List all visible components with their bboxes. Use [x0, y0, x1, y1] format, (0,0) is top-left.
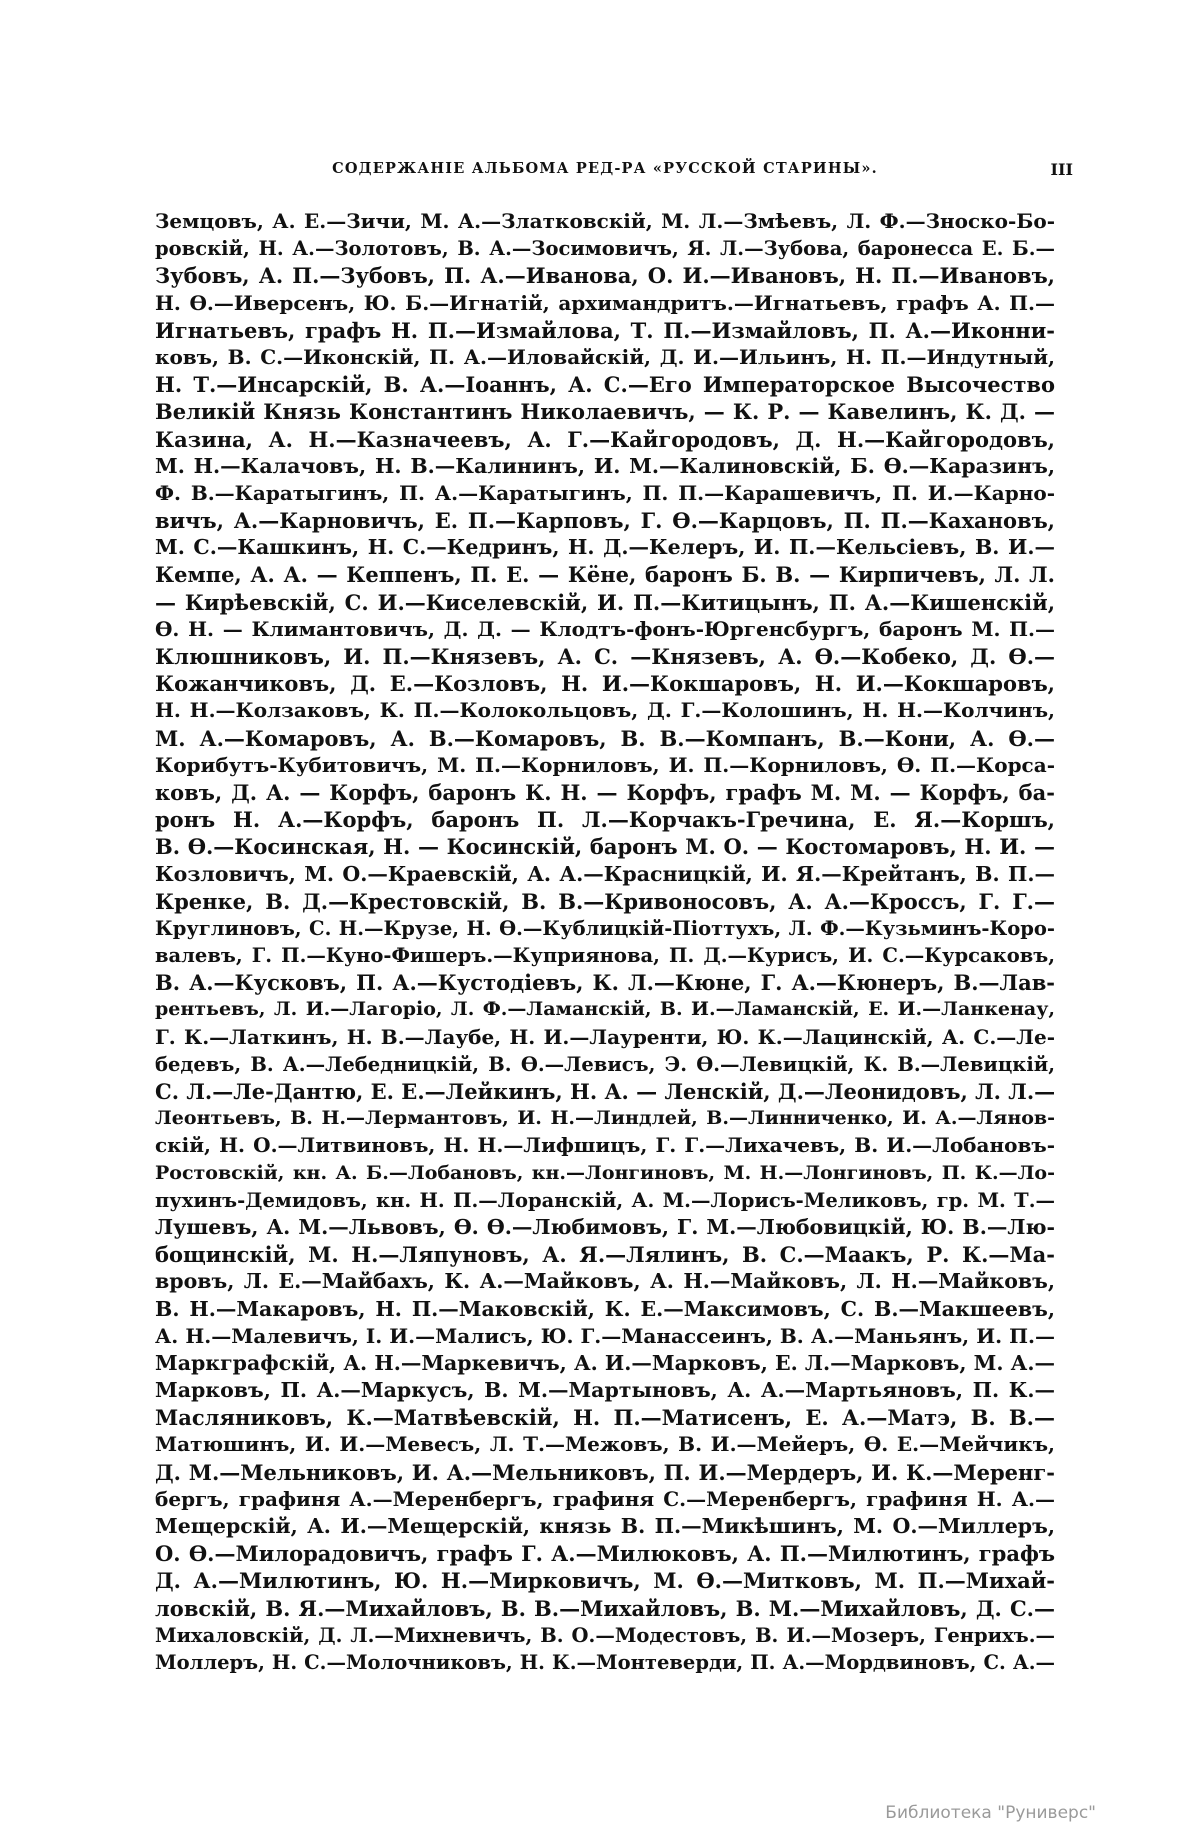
running-title: СОДЕРЖАНІЕ АЛЬБОМА РЕД-РА «РУССКОЙ СТАРИНЫ».: [332, 160, 878, 177]
text-line: вровъ, Л. Е.—Майбахъ, К. А.—Майковъ, А. Н.—Майковъ, Л. Н.—Майковъ,: [155, 1269, 1055, 1294]
text-line: Н. Н.—Колзаковъ, К. П.—Колокольцовъ, Д. Г.—Колошинъ, Н. Н.—Колчинъ,: [155, 698, 1055, 723]
text-line: Игнатьевъ, графъ Н. П.—Измайлова, Т. П.—Измайловъ, П. А.—Иконни-: [155, 317, 1055, 343]
library-watermark: Библиотека "Руниверс": [885, 1803, 1096, 1823]
text-line: Кожанчиковъ, Д. Е.—Козловъ, Н. И.—Кокшаровъ, Н. И.—Кокшаровъ,: [155, 671, 1055, 697]
text-line: Корибутъ-Кубитовичъ, М. П.—Корниловъ, И. П.—Корниловъ, Ѳ. П.—Корса-: [155, 752, 1055, 777]
text-line: валевъ, Г. П.—Куно-Фишеръ.—Куприянова, П. Д.—Курисъ, И. С.—Курсаковъ,: [155, 944, 1055, 968]
text-line: Круглиновъ, С. Н.—Крузе, Н. Ѳ.—Кублицкій-Піоттухъ, Л. Ф.—Кузьминъ-Коро-: [155, 916, 1055, 940]
text-line: Великій Князь Константинъ Николаевичъ, — К. Р. — Кавелинъ, К. Д. —: [155, 399, 1055, 425]
text-line: бощинскій, М. Н.—Ляпуновъ, А. Я.—Лялинъ, В. С.—Маакъ, Р. К.—Ма-: [155, 1242, 1055, 1268]
text-line: Леонтьевъ, В. Н.—Лермантовъ, И. Н.—Линдлей, В.—Линниченко, И. А.—Лянов-: [155, 1107, 1055, 1130]
text-line: — Кирѣевскій, С. И.—Киселевскій, И. П.—Китицынъ, П. А.—Кишенскій,: [155, 589, 1055, 615]
text-line: Ѳ. Н. — Климантовичъ, Д. Д. — Клодтъ-фонъ-Юргенсбургъ, баронъ М. П.—: [155, 616, 1055, 641]
text-line: ковъ, Д. А. — Корфъ, баронъ К. Н. — Корфъ, графъ М. М. — Корфъ, ба-: [155, 779, 1055, 805]
text-line: Д. А.—Милютинъ, Ю. Н.—Мирковичъ, М. Ѳ.—Митковъ, М. П.—Михай-: [155, 1568, 1055, 1594]
text-line: Козловичъ, М. О.—Краевскій, А. А.—Красницкій, И. Я.—Крейтанъ, В. П.—: [155, 861, 1055, 886]
text-line: Клюшниковъ, И. П.—Князевъ, А. С. —Князевъ, А. Ѳ.—Кобеко, Д. Ѳ.—: [155, 644, 1055, 669]
text-line: Ф. В.—Каратыгинъ, П. А.—Каратыгинъ, П. П.—Карашевичъ, П. И.—Карно-: [155, 480, 1055, 505]
text-line: Г. К.—Латкинъ, Н. В.—Лаубе, Н. И.—Лауренти, Ю. К.—Лацинскій, А. С.—Ле-: [155, 1024, 1055, 1049]
text-line: Земцовъ, А. Е.—Зичи, М. А.—Златковскій, М. Л.—Змѣевъ, Л. Ф.—Зноско-Бо-: [155, 209, 1055, 233]
text-line: пухинъ-Демидовъ, кн. Н. П.—Лоранскій, А. М.—Лорисъ-Меликовъ, гр. М. Т.—: [155, 1188, 1055, 1212]
text-line: Марковъ, П. А.—Маркусъ, В. М.—Мартыновъ, А. А.—Мартьяновъ, П. К.—: [155, 1378, 1055, 1403]
text-line: Н. Ѳ.—Иверсенъ, Ю. Б.—Игнатій, архимандритъ.—Игнатьевъ, графъ А. П.—: [155, 290, 1055, 315]
text-line: ловскій, В. Я.—Михайловъ, В. В.—Михайловъ, В. М.—Михайловъ, Д. С.—: [155, 1595, 1055, 1621]
body-text: [155, 208, 1055, 1676]
text-line: вичъ, А.—Карновичъ, Е. П.—Карповъ, Г. Ѳ.—Карцовъ, П. П.—Кахановъ,: [155, 508, 1055, 534]
text-line: бергъ, графиня А.—Меренбергъ, графиня С.—Меренбергъ, графиня Н. А.—: [155, 1486, 1055, 1511]
text-line: Михаловскій, Д. Л.—Михневичъ, В. О.—Модестовъ, В. И.—Мозеръ, Генрихъ.—: [155, 1623, 1055, 1647]
text-line: ковъ, В. С.—Иконскій, П. А.—Иловайскій, Д. И.—Ильинъ, Н. П.—Индутный,: [155, 344, 1055, 369]
text-line: Д. М.—Мельниковъ, И. А.—Мельниковъ, П. И.—Мердеръ, И. К.—Меренг-: [155, 1459, 1055, 1485]
page-number: III: [1050, 160, 1073, 179]
text-line: Ростовскій, кн. А. Б.—Лобановъ, кн.—Лонгиновъ, М. Н.—Лонгиновъ, П. К.—Ло-: [155, 1161, 1055, 1184]
text-line: Казина, А. Н.—Казначеевъ, А. Г.—Кайгородовъ, Д. Н.—Кайгородовъ,: [155, 426, 1055, 452]
text-line: ровскій, Н. А.—Золотовъ, В. А.—Зосимовичъ, Я. Л.—Зубова, баронесса Е. Б.—: [155, 237, 1055, 261]
text-line: М. С.—Кашкинъ, Н. С.—Кедринъ, Н. Д.—Келеръ, И. П.—Кельсіевъ, В. И.—: [155, 535, 1055, 560]
text-line: Н. Т.—Инсарскій, В. А.—Іоаннъ, А. С.—Его Императорское Высочество: [155, 372, 1055, 398]
text-line: ронъ Н. А.—Корфъ, баронъ П. Л.—Корчакъ-Гречина, Е. Я.—Коршъ,: [155, 807, 1055, 833]
text-line: О. Ѳ.—Милорадовичъ, графъ Г. А.—Милюковъ, А. П.—Милютинъ, графъ: [155, 1541, 1055, 1567]
text-line: М. Н.—Калачовъ, Н. В.—Калининъ, И. М.—Калиновскій, Б. Ѳ.—Каразинъ,: [155, 453, 1055, 478]
text-line: Кемпе, А. А. — Кеппенъ, П. Е. — Кёне, баронъ Б. В. — Кирпичевъ, Л. Л.: [155, 562, 1055, 588]
text-line: скій, Н. О.—Литвиновъ, Н. Н.—Лифшицъ, Г. Г.—Лихачевъ, В. И.—Лобановъ-: [155, 1133, 1055, 1158]
text-line: бедевъ, В. А.—Лебедницкій, В. Ѳ.—Левисъ, Э. Ѳ.—Левицкій, К. В.—Левицкій,: [155, 1052, 1055, 1076]
text-line: В. Н.—Макаровъ, Н. П.—Маковскій, К. Е.—Максимовъ, С. В.—Макшеевъ,: [155, 1296, 1055, 1321]
text-line: С. Л.—Ле-Дантю, Е. Е.—Лейкинъ, Н. А. — Ленскій, Д.—Леонидовъ, Л. Л.—: [155, 1079, 1055, 1104]
text-line: Маркграфскій, А. Н.—Маркевичъ, А. И.—Марковъ, Е. Л.—Марковъ, М. А.—: [155, 1350, 1055, 1375]
text-line: В. Ѳ.—Косинская, Н. — Косинскій, баронъ М. О. — Костомаровъ, Н. И. —: [155, 834, 1055, 860]
text-line: Зубовъ, А. П.—Зубовъ, П. А.—Иванова, О. И.—Ивановъ, Н. П.—Ивановъ,: [155, 263, 1055, 289]
text-line: Моллеръ, Н. С.—Молочниковъ, Н. К.—Монтеверди, П. А.—Мордвиновъ, С. А.—: [155, 1650, 1055, 1674]
text-line: М. А.—Комаровъ, А. В.—Комаровъ, В. В.—Компанъ, В.—Кони, А. Ѳ.—: [155, 725, 1055, 751]
text-line: В. А.—Кусковъ, П. А.—Кустодіевъ, К. Л.—Кюне, Г. А.—Кюнеръ, В.—Лав-: [155, 970, 1055, 996]
text-line: Мещерскій, А. И.—Мещерскій, князь В. П.—Микѣшинъ, М. О.—Миллеръ,: [155, 1514, 1055, 1538]
text-line: рентьевъ, Л. И.—Лагоріо, Л. Ф.—Ламанскій, В. И.—Ламанскій, Е. И.—Ланкенау,: [155, 998, 1055, 1021]
text-line: Кренке, В. Д.—Крестовскій, В. В.—Кривоносовъ, А. А.—Кроссъ, Г. Г.—: [155, 888, 1055, 914]
text-line: Матюшинъ, И. И.—Мевесъ, Л. Т.—Межовъ, В. И.—Мейеръ, Ѳ. Е.—Мейчикъ,: [155, 1432, 1055, 1457]
text-line: А. Н.—Малевичъ, І. И.—Малисъ, Ю. Г.—Манассеинъ, В. А.—Маньянъ, И. П.—: [155, 1323, 1055, 1348]
text-line: Лушевъ, А. М.—Львовъ, Ѳ. Ѳ.—Любимовъ, Г. М.—Любовицкій, Ю. В.—Лю-: [155, 1214, 1055, 1239]
text-line: Масляниковъ, К.—Матвѣевскій, Н. П.—Матисенъ, Е. А.—Матэ, В. В.—: [155, 1405, 1055, 1431]
